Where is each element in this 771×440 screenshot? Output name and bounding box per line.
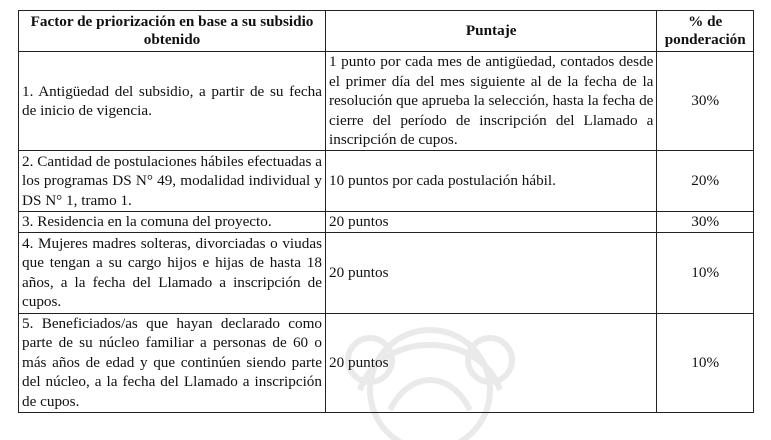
table-row	[19, 313, 754, 412]
factor-cell: 1. Antigüedad del subsidio, a partir de su fecha de inicio de vigencia.	[19, 52, 326, 151]
header-puntaje: Puntaje	[326, 11, 657, 52]
priority-table	[18, 10, 754, 413]
puntaje-cell: 20 puntos	[326, 313, 657, 412]
factor-cell: 5. Beneficiados/as que hayan declarado como parte de su núcleo familiar a personas de 60 o más años de edad y que continúen siendo parte del núcleo, a la fecha del Llamado a inscripción de cupos.	[19, 313, 326, 412]
ponderacion-cell: 10%	[657, 232, 754, 313]
ponderacion-cell: 30%	[657, 212, 754, 233]
ponderacion-cell: 30%	[657, 52, 754, 151]
table-header-row	[19, 11, 754, 52]
header-ponderacion: % de ponderación	[657, 11, 754, 52]
ponderacion-cell: 20%	[657, 151, 754, 212]
factor-cell: 2. Cantidad de postulaciones hábiles efectuadas a los programas DS N° 49, modalidad individual y DS N° 1, tramo 1.	[19, 151, 326, 212]
puntaje-cell: 20 puntos	[326, 232, 657, 313]
table-row	[19, 212, 754, 233]
factor-cell: 3. Residencia en la comuna del proyecto.	[19, 212, 326, 233]
puntaje-cell: 1 punto por cada mes de antigüedad, contados desde el primer día del mes siguiente al de la fecha de la resolución que aprueba la selección, hasta la fecha de cierre del período de inscripción del Llamado a inscripción de cupos.	[326, 52, 657, 151]
table-row	[19, 151, 754, 212]
factor-cell: 4. Mujeres madres solteras, divorciadas o viudas que tengan a su cargo hijos e hijas de hasta 18 años, a la fecha del Llamado a inscripción de cupos.	[19, 232, 326, 313]
ponderacion-cell: 10%	[657, 313, 754, 412]
table-row	[19, 232, 754, 313]
table-row	[19, 52, 754, 151]
puntaje-cell: 10 puntos por cada postulación hábil.	[326, 151, 657, 212]
header-factor: Factor de priorización en base a su subsidio obtenido	[19, 11, 326, 52]
puntaje-cell: 20 puntos	[326, 212, 657, 233]
